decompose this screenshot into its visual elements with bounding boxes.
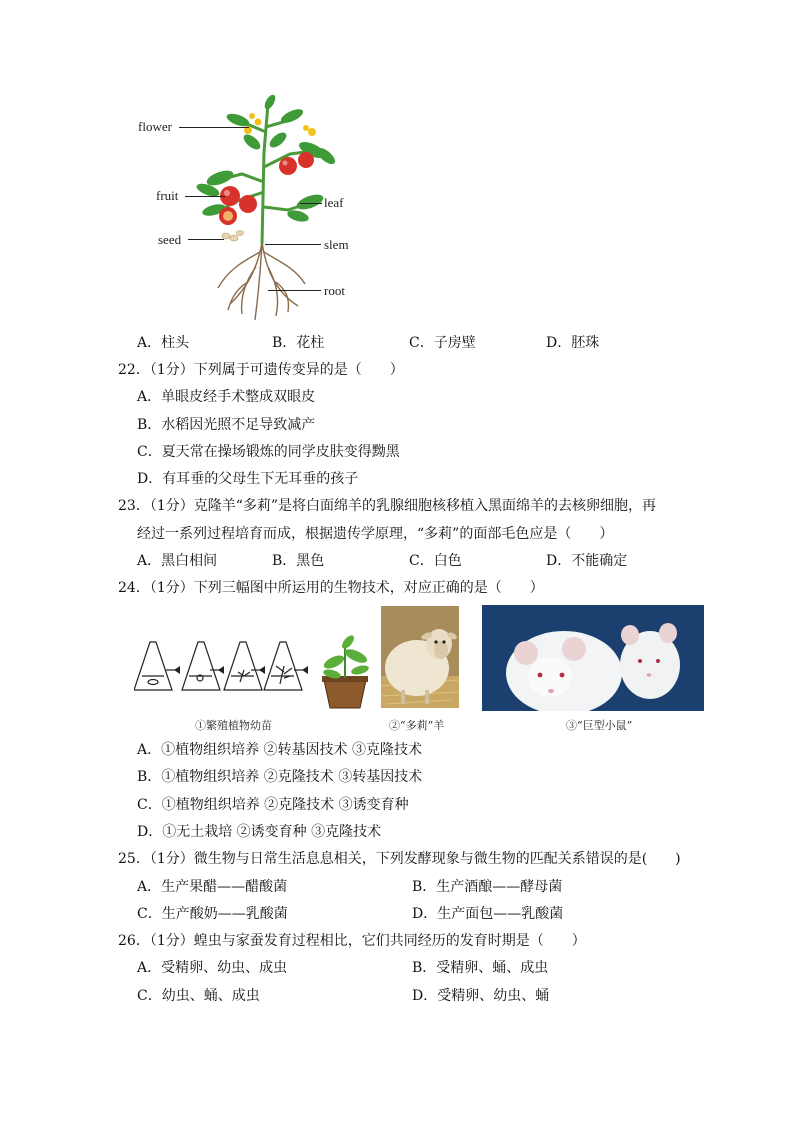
q24-figure-giant-mouse bbox=[482, 605, 704, 711]
label-seed: seed bbox=[158, 232, 182, 247]
q23-stem-line2: 经过一系列过程培育而成，根据遗传学原理，“多莉”的面部毛色应是（ ） bbox=[137, 526, 614, 542]
q23-option-d: D．不能确定 bbox=[546, 553, 628, 569]
q23-stem-line1: 23．（1分）克隆羊“多莉”是将白面绵羊的乳腺细胞核移植入黑面绵羊的去核卵细胞，再 bbox=[118, 498, 657, 514]
q24-figure-dolly-sheep bbox=[381, 606, 459, 708]
q26-option-b: B．受精卵、蛹、成虫 bbox=[412, 960, 549, 976]
leader-flower bbox=[179, 127, 249, 128]
label-root: root bbox=[324, 283, 345, 298]
label-leaf: leaf bbox=[324, 195, 344, 210]
leader-root bbox=[268, 290, 321, 291]
q21-option-d: D．胚珠 bbox=[546, 335, 600, 351]
q25-stem: 25．（1分）微生物与日常生活息息相关，下列发酵现象与微生物的匹配关系错误的是( ) bbox=[118, 851, 681, 867]
q24-option-a: A．①植物组织培养 ②转基因技术 ③克隆技术 bbox=[137, 742, 423, 758]
q24-option-c: C．①植物组织培养 ②克隆技术 ③诱变育种 bbox=[137, 797, 409, 813]
q25-option-a: A．生产果醋——醋酸菌 bbox=[137, 879, 288, 895]
q26-option-d: D．受精卵、幼虫、蛹 bbox=[412, 988, 550, 1004]
label-stem: slem bbox=[324, 237, 349, 252]
q24-option-b: B．①植物组织培养 ②克隆技术 ③转基因技术 bbox=[137, 769, 423, 785]
q23-option-b: B．黑色 bbox=[272, 553, 325, 569]
q26-option-c: C．幼虫、蛹、成虫 bbox=[137, 988, 260, 1004]
q26-option-a: A．受精卵、幼虫、成虫 bbox=[137, 960, 288, 976]
q24-figure-tissue-culture bbox=[134, 632, 380, 712]
q24-caption-2: ②“多莉”羊 bbox=[389, 719, 445, 732]
q22-option-d: D．有耳垂的父母生下无耳垂的孩子 bbox=[137, 471, 359, 487]
q24-stem: 24．（1分）下列三幅图中所运用的生物技术，对应正确的是（ ） bbox=[118, 580, 544, 596]
q22-stem: 22．（1分）下列属于可遗传变异的是（ ） bbox=[118, 362, 404, 378]
q23-option-a: A．黑白相间 bbox=[137, 553, 218, 569]
leader-stem bbox=[265, 244, 321, 245]
q25-option-c: C．生产酸奶——乳酸菌 bbox=[137, 906, 288, 922]
label-flower: flower bbox=[138, 119, 172, 134]
label-fruit: fruit bbox=[156, 188, 179, 203]
q21-option-c: C．子房壁 bbox=[409, 335, 476, 351]
sheep-photo bbox=[381, 606, 459, 708]
q24-caption-1: ①繁殖植物幼苗 bbox=[195, 719, 272, 732]
q24-option-d: D．①无土栽培 ②诱变育种 ③克隆技术 bbox=[137, 824, 382, 840]
q26-stem: 26．（1分）蝗虫与家蚕发育过程相比，它们共同经历的发育时期是（ ） bbox=[118, 933, 586, 949]
q22-option-a: A．单眼皮经手术整成双眼皮 bbox=[137, 389, 316, 405]
q22-option-c: C．夏天常在操场锻炼的同学皮肤变得黝黑 bbox=[137, 444, 400, 460]
q25-option-d: D．生产面包——乳酸菌 bbox=[412, 906, 564, 922]
tissue-culture-illustration bbox=[134, 632, 380, 712]
mice-photo bbox=[482, 605, 704, 711]
q21-option-a: A．柱头 bbox=[137, 335, 190, 351]
q21-option-b: B．花柱 bbox=[272, 335, 325, 351]
q23-option-c: C．白色 bbox=[409, 553, 462, 569]
leader-seed bbox=[188, 239, 224, 240]
leader-leaf bbox=[300, 203, 322, 204]
leader-fruit bbox=[185, 196, 225, 197]
q25-option-b: B．生产酒酿——酵母菌 bbox=[412, 879, 563, 895]
q22-option-b: B．水稻因光照不足导致减产 bbox=[137, 417, 316, 433]
q24-caption-3: ③“巨型小鼠” bbox=[566, 719, 633, 732]
